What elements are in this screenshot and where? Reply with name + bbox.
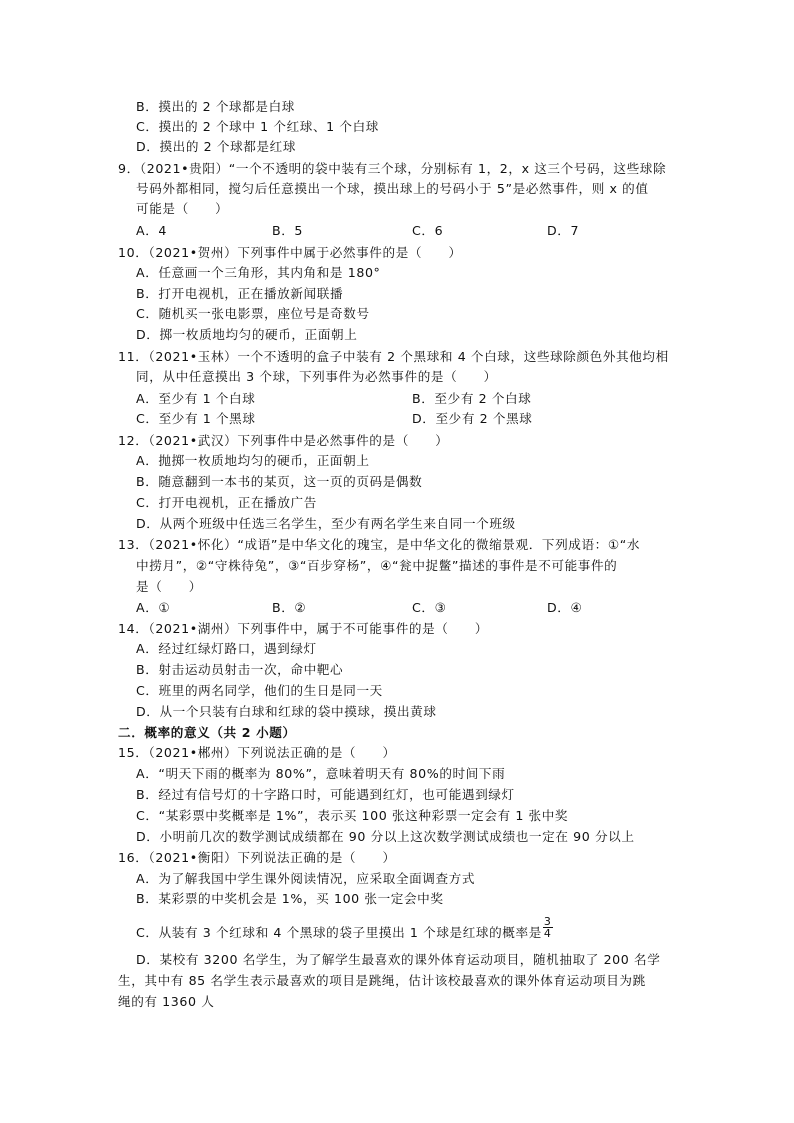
q8-option-d: D．摸出的 2 个球都是红球 bbox=[136, 139, 297, 154]
q13-option-a: A．① bbox=[136, 600, 171, 615]
q14-stem: 14．（2021•湖州）下列事件中，属于不可能事件的是（ ） bbox=[118, 621, 489, 636]
q12-option-a: A．抛掷一枚质地均匀的硬币，正面朝上 bbox=[136, 453, 370, 468]
q9-stem-line1: 9．（2021•贵阳）“一个不透明的袋中装有三个球，分别标有 1，2，x 这三个号码，这些球除 bbox=[118, 161, 667, 176]
q16-option-c bbox=[136, 915, 553, 947]
q10-option-b: B．打开电视机，正在播放新闻联播 bbox=[136, 286, 344, 301]
q9-option-a: A．4 bbox=[136, 223, 168, 238]
q15-option-c: C．“某彩票中奖概率是 1%”，表示买 100 张这种彩票一定会有 1 张中奖 bbox=[136, 808, 569, 823]
q13-stem-line1: 13．（2021•怀化）“成语”是中华文化的瑰宝，是中华文化的微缩景观．下列成语：①“水 bbox=[118, 537, 641, 552]
q16-option-d-line2: 生，其中有 85 名学生表示最喜欢的项目是跳绳，估计该校最喜欢的课外体育运动项目为跳 bbox=[118, 973, 646, 988]
q15-stem: 15．（2021•郴州）下列说法正确的是（ ） bbox=[118, 745, 396, 760]
q12-stem: 12．（2021•武汉）下列事件中是必然事件的是（ ） bbox=[118, 433, 449, 448]
q11-stem-line1: 11．（2021•玉林）一个不透明的盒子中装有 2 个黑球和 4 个白球，这些球除颜色外其他均相 bbox=[118, 349, 669, 364]
fraction-denominator: 4 bbox=[543, 927, 552, 940]
q12-option-b: B．随意翻到一本书的某页，这一页的页码是偶数 bbox=[136, 474, 423, 489]
q11-option-b: B．至少有 2 个白球 bbox=[412, 391, 532, 406]
q14-option-d: D．从一个只装有白球和红球的袋中摸球，摸出黄球 bbox=[136, 704, 437, 719]
q10-option-c: C．随机买一张电影票，座位号是奇数号 bbox=[136, 306, 370, 321]
q15-option-b: B．经过有信号灯的十字路口时，可能遇到红灯，也可能遇到绿灯 bbox=[136, 787, 515, 802]
q13-option-c: C．③ bbox=[412, 600, 447, 615]
q16-stem: 16．（2021•衡阳）下列说法正确的是（ ） bbox=[118, 850, 396, 865]
q14-option-a: A．经过红绿灯路口，遇到绿灯 bbox=[136, 641, 317, 656]
q12-option-c: C．打开电视机，正在播放广告 bbox=[136, 495, 317, 510]
q8-option-c: C．摸出的 2 个球中 1 个红球、1 个白球 bbox=[136, 119, 379, 134]
q16-option-d-line3: 绳的有 1360 人 bbox=[118, 994, 215, 1009]
q9-option-d: D．7 bbox=[547, 223, 580, 238]
q16-option-a: A．为了解我国中学生课外阅读情况，应采取全面调查方式 bbox=[136, 871, 476, 886]
q8-option-b: B．摸出的 2 个球都是白球 bbox=[136, 99, 295, 114]
q16-option-d-line1: D．某校有 3200 名学生，为了解学生最喜欢的课外体育运动项目，随机抽取了 200 名学 bbox=[136, 952, 661, 967]
q14-option-c: C．班里的两名同学，他们的生日是同一天 bbox=[136, 683, 383, 698]
section-heading: 二．概率的意义（共 2 小题） bbox=[118, 725, 296, 740]
fraction bbox=[543, 916, 553, 939]
q11-option-d: D．至少有 2 个黑球 bbox=[412, 411, 533, 426]
q9-option-c: C．6 bbox=[412, 223, 444, 238]
q14-option-b: B．射击运动员射击一次，命中靶心 bbox=[136, 662, 344, 677]
q10-option-a: A．任意画一个三角形，其内角和是 180° bbox=[136, 265, 381, 280]
q16-option-b: B．某彩票的中奖机会是 1%，买 100 张一定会中奖 bbox=[136, 891, 444, 906]
q11-option-a: A．至少有 1 个白球 bbox=[136, 391, 256, 406]
q15-option-d: D．小明前几次的数学测试成绩都在 90 分以上这次数学测试成绩也一定在 90 分以上 bbox=[136, 829, 635, 844]
q13-option-d: D．④ bbox=[547, 600, 583, 615]
fraction-numerator: 3 bbox=[543, 915, 552, 928]
q12-option-d: D．从两个班级中任选三名学生，至少有两名学生来自同一个班级 bbox=[136, 516, 516, 531]
q10-option-d: D．掷一枚质地均匀的硬币，正面朝上 bbox=[136, 327, 358, 342]
q10-stem: 10．（2021•贺州）下列事件中属于必然事件的是（ ） bbox=[118, 245, 462, 260]
q9-stem-line2: 号码外都相同，搅匀后任意摸出一个球，摸出球上的号码小于 5”是必然事件，则 x 的值 bbox=[136, 181, 649, 196]
q13-stem-line2: 中捞月”，②“守株待兔”，③“百步穿杨”，④“瓮中捉鳖”描述的事件是不可能事件的 bbox=[136, 558, 618, 573]
q15-option-a: A．“明天下雨的概率为 80%”，意味着明天有 80%的时间下雨 bbox=[136, 766, 506, 781]
q13-option-b: B．② bbox=[272, 600, 307, 615]
q11-stem-line2: 同，从中任意摸出 3 个球，下列事件为必然事件的是（ ） bbox=[136, 369, 497, 384]
q11-option-c: C．至少有 1 个黑球 bbox=[136, 411, 256, 426]
q9-stem-line3: 可能是（ ） bbox=[136, 201, 229, 216]
q9-option-b: B．5 bbox=[272, 223, 304, 238]
q13-stem-line3: 是（ ） bbox=[136, 579, 202, 594]
q16-option-c-text: C．从装有 3 个红球和 4 个黑球的袋子里摸出 1 个球是红球的概率是 bbox=[136, 925, 542, 940]
